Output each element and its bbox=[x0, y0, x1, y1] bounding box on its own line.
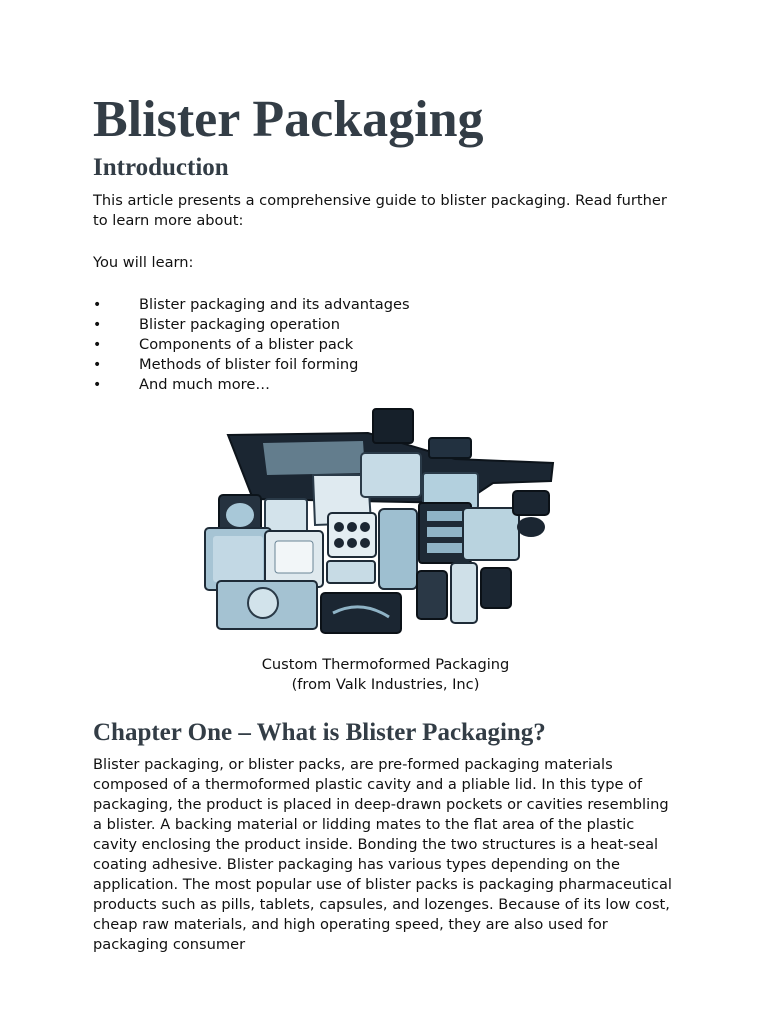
list-item-text: Methods of blister foil forming bbox=[139, 356, 359, 373]
thermoformed-packaging-figure bbox=[93, 395, 678, 657]
bullet-icon: • bbox=[93, 337, 102, 353]
bullet-icon: • bbox=[93, 317, 102, 333]
bullet-icon: • bbox=[93, 377, 102, 393]
list-item-text: Blister packaging operation bbox=[139, 316, 340, 333]
chapter-one-heading: Chapter One – What is Blister Packaging? bbox=[93, 719, 546, 746]
bullet-icon: • bbox=[93, 297, 102, 313]
list-item bbox=[93, 375, 410, 395]
page-title: Blister Packaging bbox=[93, 91, 484, 148]
caption-line-source: (from Valk Industries, Inc) bbox=[291, 676, 480, 693]
list-item bbox=[93, 315, 410, 335]
figure-caption bbox=[93, 655, 678, 695]
list-item bbox=[93, 355, 410, 375]
learning-bullet-list bbox=[93, 295, 410, 395]
you-will-learn-label: You will learn: bbox=[93, 254, 194, 271]
introduction-heading: Introduction bbox=[93, 154, 229, 181]
caption-line-title: Custom Thermoformed Packaging bbox=[261, 656, 510, 673]
list-item-text: And much more… bbox=[139, 376, 270, 393]
bullet-icon: • bbox=[93, 357, 102, 373]
chapter-one-paragraph: Blister packaging, or blister packs, are pre-formed packaging materials composed of a thermoformed plastic cavity and a pliable lid. In this type of packaging, the product is placed in deep-drawn pockets or cavities resembling a blister. A backing material or lidding mates to the flat area of the plastic cavity enclosing the product inside. Bonding the two structures is a heat-seal coating adhesive. Blister packaging has various types depending on the application. The most popular use of blister packs is packaging pharmaceutical products such as pills, tablets, capsules, and lozenges. Because of its low cost, cheap raw materials, and high operating speed, they are also used for packaging consumer bbox=[93, 756, 672, 953]
list-item bbox=[93, 335, 410, 355]
list-item-text: Blister packaging and its advantages bbox=[139, 296, 410, 313]
introduction-paragraph: This article presents a comprehensive guide to blister packaging. Read further to learn more about: bbox=[93, 192, 667, 229]
list-item bbox=[93, 295, 410, 315]
thermoformed-trays-image bbox=[193, 403, 563, 643]
list-item-text: Components of a blister pack bbox=[139, 336, 354, 353]
